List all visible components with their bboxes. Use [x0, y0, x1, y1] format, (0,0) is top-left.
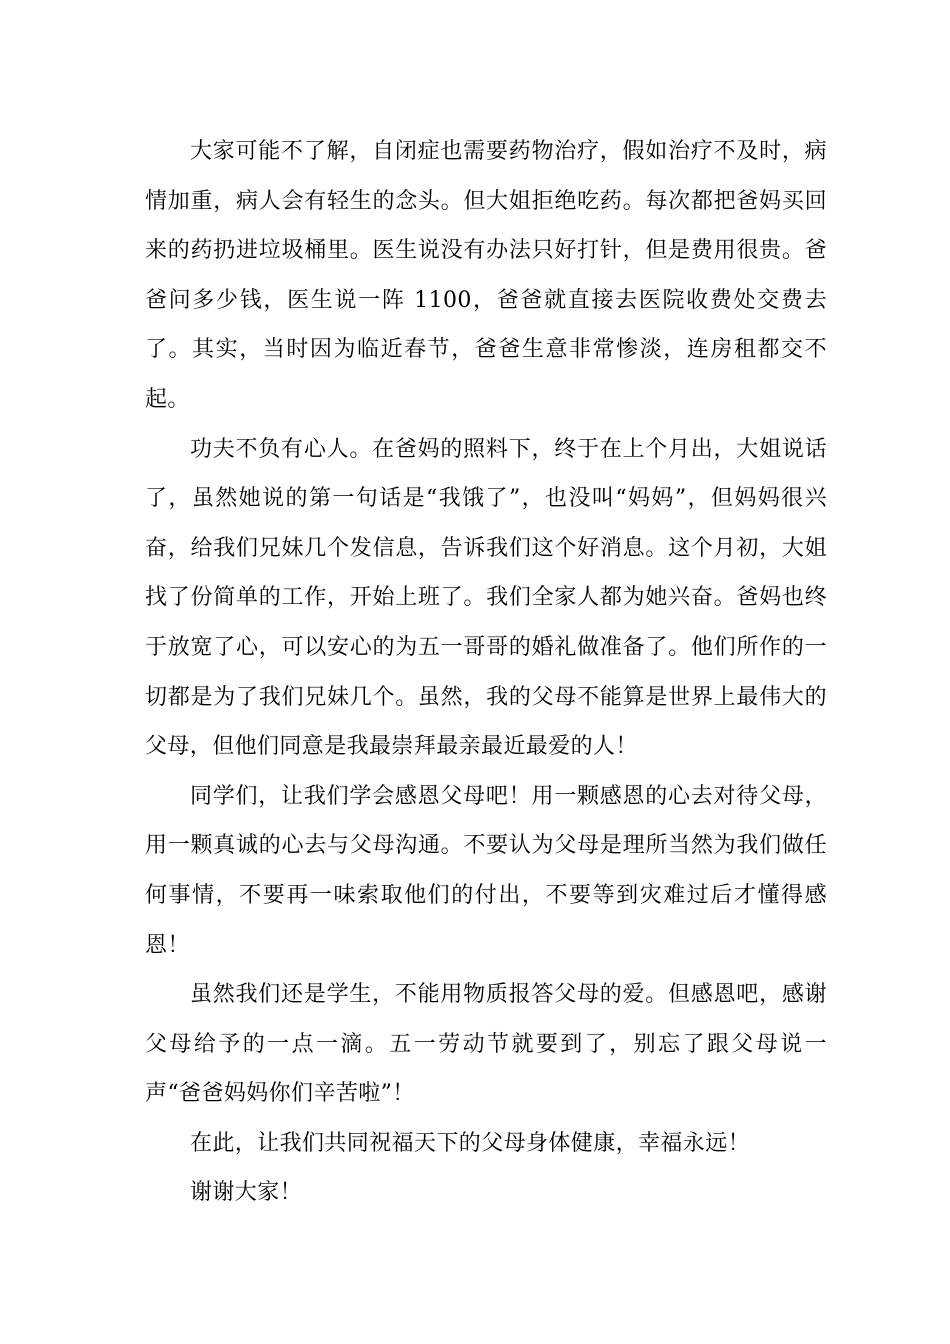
paragraph-2: 功夫不负有心人。在爸妈的照料下，终于在上个月出，大姐说话了，虽然她说的第一句话是“我饿了”，也没叫“妈妈”，但妈妈很兴奋，给我们兄妹几个发信息，告诉我们这个好消息。这个月初，大姐找了份简单的工作，开始上班了。我们全家人都为她兴奋。爸妈也终于放宽了心，可以安心的为五一哥哥的婚礼做准备了。他们所作的一切都是为了我们兄妹几个。虽然，我的父母不能算是世界上最伟大的父母，但他们同意是我最崇拜最亲最近最爱的人！: [145, 436, 827, 760]
paragraph-5: 在此，让我们共同祝福天下的父母身体健康，幸福永远！: [190, 1130, 751, 1156]
document-body: [145, 127, 827, 1218]
paragraph-1: 大家可能不了解，自闭症也需要药物治疗，假如治疗不及时，病情加重，病人会有轻生的念头。但大姐拒绝吃药。每次都把爸妈买回来的药扔进垃圾桶里。医生说没有办法只好打针，但是费用很贵。爸爸问多少钱，医生说一阵 1100，爸爸就直接去医院收费处交费去了。其实，当时因为临近春节，爸爸生意非常惨淡，连房租都交不起。: [145, 139, 827, 412]
paragraph-6: 谢谢大家！: [190, 1180, 303, 1206]
paragraph-4: 虽然我们还是学生，不能用物质报答父母的爱。但感恩吧，感谢父母给予的一点一滴。五一劳动节就要到了，别忘了跟父母说一声“爸爸妈妈你们辛苦啦”！: [145, 982, 827, 1107]
paragraph-3: 同学们，让我们学会感恩父母吧！用一颗感恩的心去对待父母，用一颗真诚的心去与父母沟通。不要认为父母是理所当然为我们做任何事情，不要再一味索取他们的付出，不要等到灾难过后才懂得感恩！: [145, 783, 827, 958]
